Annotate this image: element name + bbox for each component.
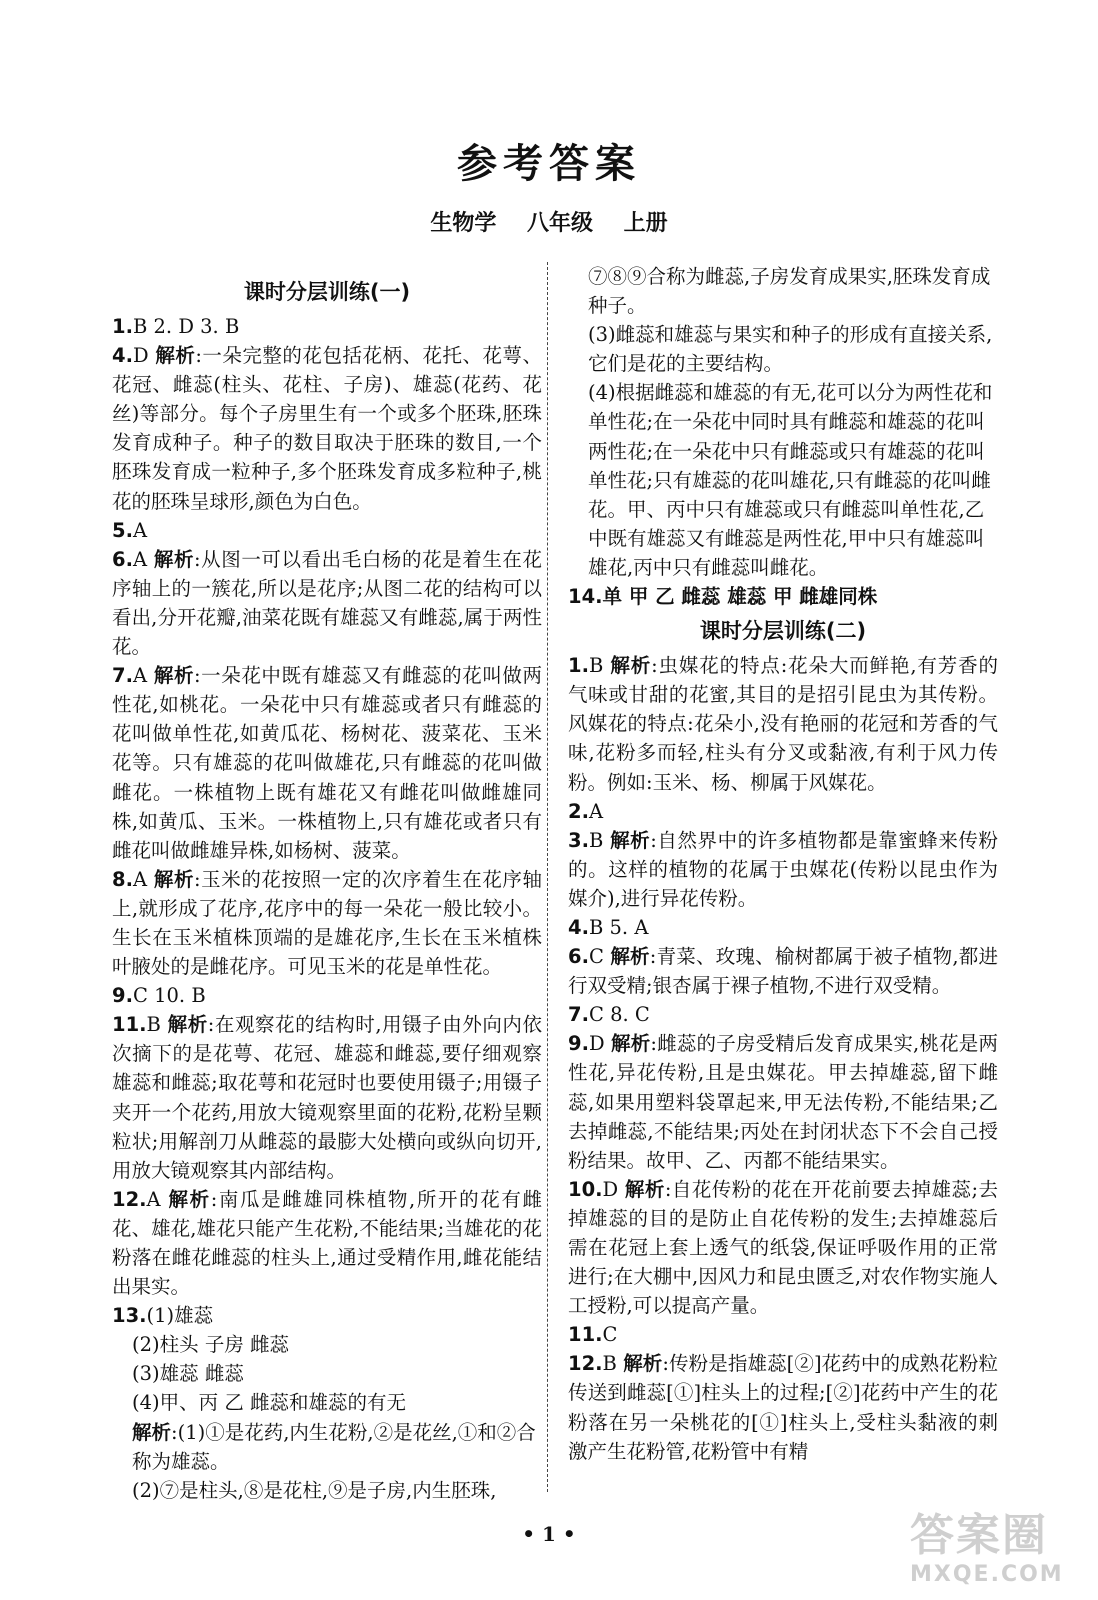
watermark-logo-text: 答案圈 [910, 1510, 1048, 1561]
answer-item: 6.C 解析:青菜、玫瑰、榆树都属于被子植物,都进行双受精;银杏属于裸子植物,不进行双受精。 [568, 945, 998, 998]
answer-item: 1.B 2. D 3. B [112, 315, 240, 338]
answer-item: 6.A 解析:从图一可以看出毛白杨的花是着生在花序轴上的一簇花,所以是花序;从图二花的结构可以看出,分开花瓣,油菜花既有雄蕊又有雌蕊,属于两性花。 [112, 547, 542, 659]
answer-item: 11.C [568, 1323, 618, 1347]
page-title: 参考答案 [457, 141, 641, 187]
answer-item: 5.A [112, 518, 148, 542]
answer-item: 10.D 解析:自花传粉的花在开花前要去掉雄蕊;去掉雄蕊的目的是防止自花传粉的发生;去掉雄蕊后需在花冠上套上透气的纸袋,保证呼吸作用的正常进行;在大棚中,因风力和昆虫匮乏,对农作物实施人工授粉,可以提高产量。 [568, 1177, 998, 1318]
q13-line: (4)甲、丙 乙 雌蕊和雄蕊的有无 [132, 1391, 407, 1415]
page-subtitle: 生物学 八年级 上册 [430, 211, 668, 236]
answer-item: 4.B 5. A [568, 915, 649, 939]
answer-item: 7.A 解析:一朵花中既有雄蕊又有雌蕊的花叫做两性花,如桃花。一朵花中只有雄蕊或者只有雌蕊的花叫做单性花,如黄瓜花、杨树花、菠菜花、玉米花等。只有雄蕊的花叫做雄花,只有雌蕊的花叫做雌花。一株植物上既有雄花又有雌花叫做雌雄同株,如黄瓜、玉米。一株植物上,只有雄花或者只有雌花叫做雌雄异株,如杨树、菠菜。 [112, 664, 542, 862]
answer-item: 2.A [568, 799, 604, 823]
page-number: • 1 • [522, 1522, 576, 1546]
answer-item: 11.B 解析:在观察花的结构时,用镊子由外向内依次摘下的是花萼、花冠、雄蕊和雌蕊,要仔细观察雄蕊和雌蕊;取花萼和花冠时也要使用镊子;用镊子夹开一个花药,用放大镜观察里面的花粉,花粉呈颗粒状;用解剖刀从雌蕊的最膨大处横向或纵向切开,用放大镜观察其内部结构。 [112, 1013, 542, 1182]
continued-text: (3)雌蕊和雄蕊与果实和种子的形成有直接关系,它们是花的主要结构。 [588, 323, 993, 376]
section-title: 课时分层训练(二) [699, 619, 867, 644]
answer-item: 9.C 10. B [112, 984, 206, 1008]
q13-line: (3)雄蕊 雌蕊 [132, 1362, 244, 1386]
q13-line: (2)柱头 子房 雌蕊 [132, 1333, 290, 1357]
watermark-url: MXQE.COM [910, 1562, 1064, 1587]
answer-item: 8.A 解析:玉米的花按照一定的次序着生在花序轴上,就形成了花序,花序中的每一朵花一般比较小。生长在玉米植株顶端的是雄花序,生长在玉米植株叶腋处的是雌花序。可见玉米的花是单性花。 [112, 867, 542, 979]
right-column [568, 262, 998, 1466]
left-column [112, 272, 542, 1505]
answer-item: 12.A 解析:南瓜是雌雄同株植物,所开的花有雌花、雄花,雄花只能产生花粉,不能结果;当雄花的花粉落在雌花雌蕊的柱头上,通过受精作用,雌花能结出果实。 [112, 1187, 542, 1299]
section-title: 课时分层训练(一) [243, 280, 411, 304]
answer-item: 7.C 8. C [568, 1003, 650, 1027]
column-divider [547, 262, 548, 1492]
answer-item: 3.B 解析:自然界中的许多植物都是靠蜜蜂来传粉的。这样的植物的花属于虫媒花(传粉以昆虫作为媒介),进行异花传粉。 [568, 828, 998, 910]
answer-item: 1.B 解析:虫媒花的特点:花朵大而鲜艳,有芳香的气味或甘甜的花蜜,其目的是招引昆虫为其传粉。风媒花的特点:花朵小,没有艳丽的花冠和芳香的气味,花粉多而轻,柱头有分叉或黏液,有利于风力传粉。例如:玉米、杨、柳属于风媒花。 [568, 654, 998, 794]
answer-item: 13.(1)雄蕊 [112, 1304, 214, 1328]
q13-analysis: 解析:(1)①是花药,内生花粉,②是花丝,①和②合称为雄蕊。 [132, 1420, 536, 1473]
q13-analysis: (2)⑦是柱头,⑧是花柱,⑨是子房,内生胚珠, [132, 1478, 497, 1502]
continued-text: (4)根据雌蕊和雄蕊的有无,花可以分为两性花和单性花;在一朵花中同时具有雌蕊和雄蕊的花叫两性花;在一朵花中只有雌蕊或只有雄蕊的花叫单性花;只有雄蕊的花叫雄花,只有雌蕊的花叫雌花。甲、丙中只有雄蕊或只有雌蕊叫单性花,乙中既有雄蕊又有雌蕊是两性花,甲中只有雄蕊叫雄花,丙中只有雌蕊叫雌花。 [588, 381, 993, 579]
answer-item: 14.单 甲 乙 雌蕊 雄蕊 甲 雌雄同株 [568, 585, 878, 609]
answer-item: 4.D 解析:一朵完整的花包括花柄、花托、花萼、花冠、雌蕊(柱头、花柱、子房)、雄蕊(花药、花丝)等部分。每个子房里生有一个或多个胚珠,胚珠发育成种子。种子的数目取决于胚珠的数目,一个胚珠发育成一粒种子,多个胚珠发育成多粒种子,桃花的胚珠呈球形,颜色为白色。 [112, 344, 542, 513]
answer-item: 12.B 解析:传粉是指雄蕊[②]花药中的成熟花粉粒传送到雌蕊[①]柱头上的过程;[②]花药中产生的花粉落在另一朵桃花的[①]柱头上,受柱头黏液的刺激产生花粉管,花粉管中有精 [568, 1352, 998, 1463]
watermark-logo [910, 1510, 1080, 1590]
answer-item: 9.D 解析:雌蕊的子房受精后发育成果实,桃花是两性花,异花传粉,且是虫媒花。甲去掉雄蕊,留下雌蕊,如果用塑料袋罩起来,甲无法传粉,不能结果;乙去掉雌蕊,不能结果;丙处在封闭状态下不会自己授粉结果。故甲、乙、丙都不能结果实。 [568, 1032, 998, 1172]
continued-text: ⑦⑧⑨合称为雌蕊,子房发育成果实,胚珠发育成种子。 [588, 265, 991, 318]
